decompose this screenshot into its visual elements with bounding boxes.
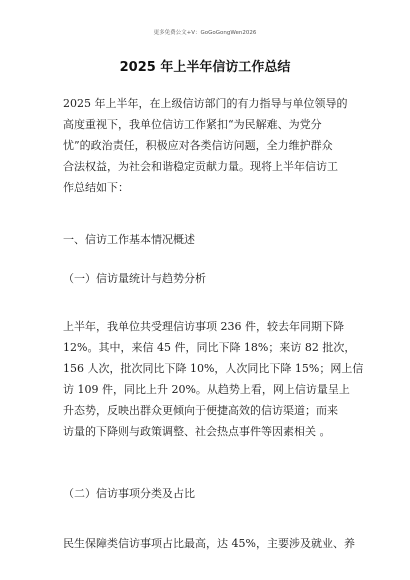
paragraph-line: 12%。其中，来信 45 件，同比下降 18%；来访 82 批次，: [63, 341, 356, 354]
paragraph-line: 民生保障类信访事项占比最高，达 45%，主要涉及就业、养: [63, 537, 355, 550]
intro-paragraph: [63, 93, 353, 198]
paragraph-line: 156 人次，批次同比下降 10%，人次同比下降 15%；网上信: [63, 362, 364, 375]
intro-line: 2025 年上半年，在上级信访部门的有力指导与单位领导的: [63, 97, 348, 110]
paragraph-line: 访量的下降则与政策调整、社会热点事件等因素相关 。: [63, 425, 331, 438]
header-watermark: 更多免费公文+V：GoGoGongWen2026: [153, 30, 257, 36]
intro-line: 合法权益，为社会和谐稳定贡献力量。现将上半年信访工: [63, 160, 338, 173]
section-heading: 一、信访工作基本情况概述: [63, 233, 195, 246]
document-title: 2025 年上半年信访工作总结: [119, 60, 291, 75]
body-paragraph: [63, 533, 353, 554]
body-paragraph: [63, 316, 364, 442]
subsection-heading: （二）信访事项分类及占比: [63, 487, 195, 500]
intro-line: 忧”的政治责任，积极应对各类信访问题，全力维护群众: [63, 139, 333, 152]
intro-line: 高度重视下，我单位信访工作紧扣“为民解难、为党分: [63, 118, 322, 131]
intro-line: 作总结如下：: [63, 181, 129, 194]
paragraph-line: 上半年，我单位共受理信访事项 236 件，较去年同期下降: [63, 320, 344, 333]
paragraph-line: 访 109 件，同比上升 20%。从趋势上看，网上信访量呈上: [63, 383, 350, 396]
paragraph-line: 升态势，反映出群众更倾向于便捷高效的信访渠道；而来: [63, 404, 338, 417]
subsection-heading: （一）信访量统计与趋势分析: [63, 272, 206, 285]
